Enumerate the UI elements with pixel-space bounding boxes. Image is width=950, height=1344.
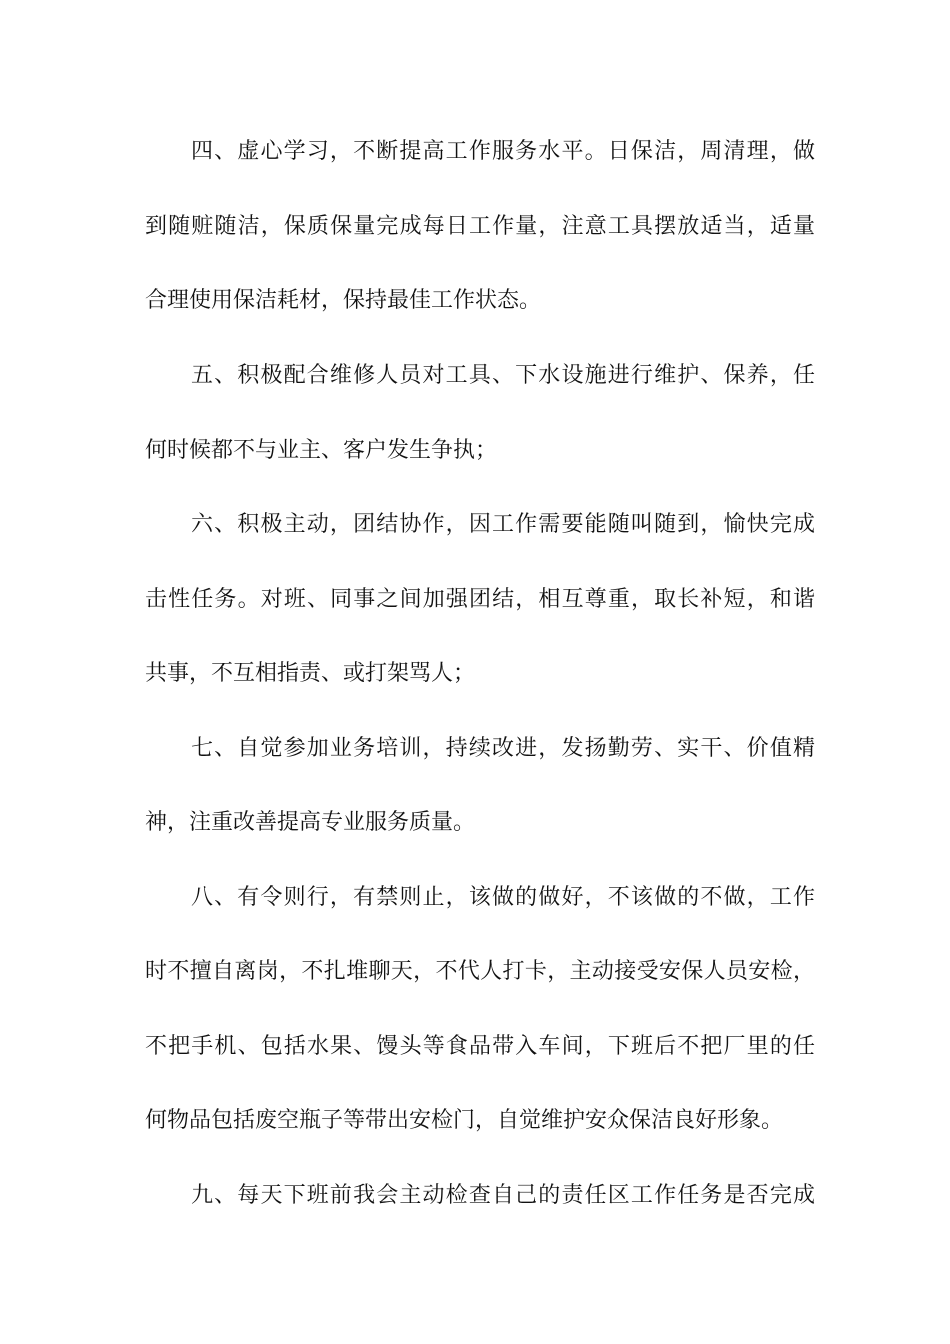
paragraph-7-line-2: 神，注重改善提高专业服务质量。 [145,810,476,835]
paragraph-6-line-3: 共事，不互相指责、或打架骂人； [145,661,476,686]
paragraph-6-line-1: 六、积极主动，团结协作，因工作需要能随叫随到，愉快完成 [191,512,815,537]
paragraph-8-line-1: 八、有令则行，有禁则止，该做的做好，不该做的不做，工作 [191,885,815,910]
paragraph-6-line-2: 击性任务。对班、同事之间加强团结，相互尊重，取长补短，和谐 [145,587,815,612]
paragraph-8-line-4: 何物品包括废空瓶子等带出安检门，自觉维护安众保洁良好形象。 [145,1108,784,1133]
paragraph-8-line-2: 时不擅自离岗，不扎堆聊天，不代人打卡，主动接受安保人员安检， [145,959,815,984]
paragraph-4-line-1: 四、虚心学习，不断提高工作服务水平。日保洁，周清理，做 [191,139,815,164]
paragraph-4-line-2: 到随赃随洁，保质保量完成每日工作量，注意工具摆放适当，适量 [145,214,815,239]
paragraph-8-line-3: 不把手机、包括水果、馒头等食品带入车间，下班后不把厂里的任 [145,1034,815,1059]
paragraph-9-line-1: 九、每天下班前我会主动检查自己的责任区工作任务是否完成 [191,1183,815,1208]
paragraph-5-line-1: 五、积极配合维修人员对工具、下水设施进行维护、保养，任 [191,363,815,388]
paragraph-7-line-1: 七、自觉参加业务培训，持续改进，发扬勤劳、实干、价值精 [191,736,815,761]
paragraph-4-line-3: 合理使用保洁耗材，保持最佳工作状态。 [145,288,542,313]
paragraph-5-line-2: 何时候都不与业主、客户发生争执； [145,438,498,463]
